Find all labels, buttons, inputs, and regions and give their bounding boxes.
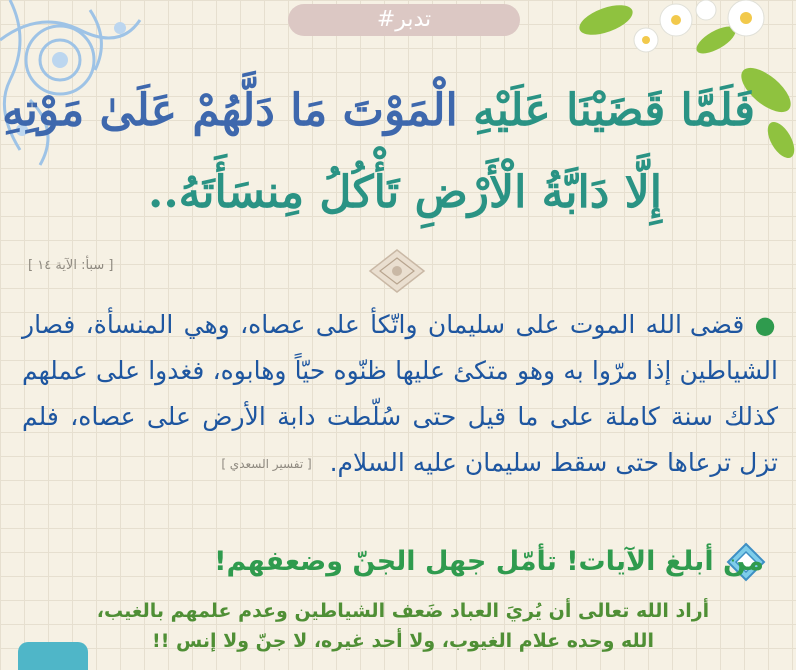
- lesson-text: [30, 596, 776, 656]
- tafsir-source: [ تفسير السعدي ]: [221, 457, 312, 471]
- hashtag-pill: #تدبر: [288, 4, 520, 36]
- lesson-line-1: أراد الله تعالى أن يُريَ العباد ضَعف الشياطين وعدم علمهم بالغيب،: [96, 600, 710, 622]
- verse-line-1-part-1: فَلَمَّا قَضَيْنَا عَلَيْهِ: [473, 85, 755, 136]
- tafsir-paragraph: [22, 302, 778, 487]
- quran-verse: [2, 70, 755, 234]
- verse-line-1: [2, 70, 755, 152]
- verse-line-1-part-3: مَا دَلَّهُمْ عَلَىٰ مَوْتِهِ: [2, 85, 328, 136]
- verse-line-1-highlight-word: الْمَوْتَ: [342, 85, 458, 136]
- logo-icon: [18, 642, 88, 670]
- divider-ornament-icon: [366, 248, 428, 294]
- verse-reference: [ سبأ: الآية ١٤ ]: [28, 258, 114, 273]
- verse-line-2: إِلَّا دَابَّةُ الْأَرْضِ تَأْكُلُ مِنسَأَتَهُ..: [148, 167, 662, 218]
- lesson-line-2: الله وحده علام الغيوب، ولا أحد غيره، لا جنّ ولا إنس !!: [152, 630, 654, 652]
- tafsir-text: قضى الله الموت على سليمان واتّكأ على عصاه، وهي المنسأة، فصار الشياطين إذا مرّوا به وهو متكئ عليها ظنّوه حيّاً وهابوه، فغدوا على عملهم كذلك سنة كاملة على ما قيل حتى سُلّطت دابة الأرض على عصاه، فلم تزل ترعاها حتى سقط سليمان عليه السلام.: [22, 310, 778, 477]
- highlight-heading: من أبلغ الآيات! تأمّل جهل الجنّ وضعفهم!: [214, 546, 764, 577]
- bullet-icon: ●: [754, 311, 778, 339]
